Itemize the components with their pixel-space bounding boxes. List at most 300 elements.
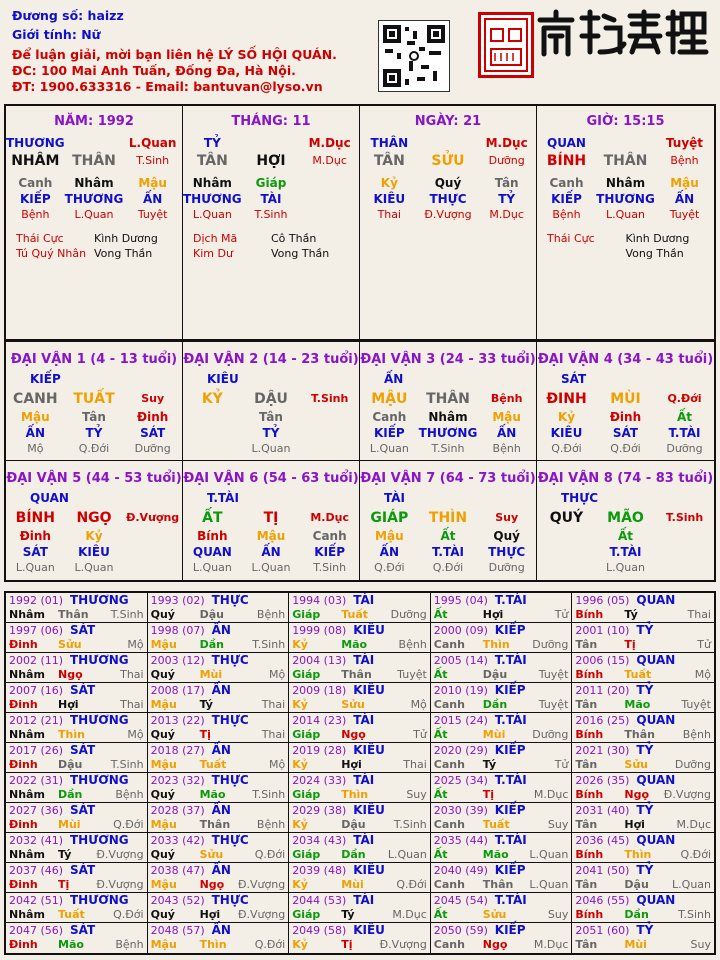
dai-van-ten-god: KIẾP <box>30 372 61 386</box>
year-stage: Bệnh <box>115 938 144 951</box>
year-stem: Tân <box>575 698 598 711</box>
pillar-title: NĂM: 1992 <box>54 114 134 129</box>
year-stem: Quý <box>150 728 175 741</box>
dai-van-stem-branch <box>6 389 182 409</box>
year-cell[interactable] <box>289 803 431 833</box>
year-branch: Hợi <box>341 758 362 771</box>
year-branch: Mão <box>482 848 509 861</box>
year-cell[interactable] <box>148 773 290 803</box>
hidden-stem-item: Canh <box>549 176 584 190</box>
year-ten-god: THỰC <box>211 653 249 667</box>
dai-van-cell[interactable] <box>360 461 537 580</box>
year-stem: Giáp <box>292 728 321 741</box>
dai-van-hidden-stem-item: Canh <box>372 410 407 424</box>
hidden-stage-item: Tuyệt <box>669 208 700 221</box>
year-stem: Giáp <box>292 788 321 801</box>
year-stage: Tuyệt <box>681 698 711 711</box>
year-cell[interactable] <box>572 593 714 623</box>
year-cell[interactable] <box>431 713 573 743</box>
year-label: 2028 (37) <box>150 804 205 817</box>
dai-van-hidden-stem-item: Mậu <box>256 529 286 543</box>
year-branch: Thân <box>624 728 655 741</box>
year-stem: Nhâm <box>9 728 45 741</box>
year-cell[interactable] <box>6 833 148 863</box>
star-name: Thái Cực <box>16 232 64 245</box>
year-cell[interactable] <box>289 863 431 893</box>
year-branch: Sửu <box>341 698 365 711</box>
year-label: 1996 (05) <box>575 594 630 607</box>
dai-van-hidden-stage-item: Q.Đới <box>374 561 405 574</box>
year-cell[interactable] <box>6 773 148 803</box>
pillar-ten-god-item: TỶ <box>203 136 221 150</box>
year-label: 2035 (44) <box>433 834 488 847</box>
pillar-ten-god-item: Tuyệt <box>665 136 704 150</box>
dai-van-ten-god: T.TÀI <box>207 491 239 505</box>
pillar-stem-branch-item: M.Dục <box>312 154 347 167</box>
hidden-stem-item: Mậu <box>138 176 167 190</box>
year-stem: Mậu <box>150 878 177 891</box>
year-stage: Đ.Vượng <box>96 878 144 891</box>
dai-van-ten-god: THỰC <box>561 491 599 505</box>
year-cell[interactable] <box>431 683 573 713</box>
gender-line <box>12 27 101 42</box>
dai-van-hidden-ten-god-item: THỰC <box>488 545 526 559</box>
year-cell[interactable] <box>431 863 573 893</box>
hidden-stem-item <box>300 175 359 191</box>
dai-van-stem-branch-item: THÂN <box>426 391 470 407</box>
year-cell[interactable] <box>431 593 573 623</box>
year-stem: Bính <box>575 608 604 621</box>
year-ten-god: ẤN <box>211 803 231 817</box>
year-cell[interactable] <box>6 683 148 713</box>
year-stage: Thai <box>261 728 286 741</box>
year-label: 2009 (18) <box>292 684 347 697</box>
dai-van-hidden-stage-item: Q.Đới <box>610 442 641 455</box>
year-branch: Mão <box>199 788 226 801</box>
year-cell[interactable] <box>148 863 290 893</box>
hidden-stage-item <box>300 207 359 223</box>
year-label: 1998 (07) <box>150 624 205 637</box>
dai-van-hidden-stem-item: Kỷ <box>85 529 103 543</box>
dai-van-hidden-ten-god-item: KIÊU <box>78 545 110 559</box>
year-ten-god: KIÊU <box>353 863 385 877</box>
dai-van-hidden-ten-god-item <box>655 544 714 560</box>
year-label: 2038 (47) <box>150 864 205 877</box>
year-cell[interactable] <box>431 653 573 683</box>
year-cell[interactable] <box>6 863 148 893</box>
year-cell[interactable] <box>289 923 431 953</box>
year-label: 2046 (55) <box>575 894 630 907</box>
dai-van-cell[interactable] <box>183 461 360 580</box>
year-cell[interactable] <box>572 743 714 773</box>
owner-line <box>12 8 124 23</box>
hidden-stem <box>6 175 182 191</box>
year-cell[interactable] <box>572 863 714 893</box>
year-ten-god: THỰC <box>211 593 249 607</box>
year-stage: Dưỡng <box>674 758 711 771</box>
dai-van-hidden-stage-item: L.Quan <box>251 561 291 574</box>
year-ten-god: KIÊU <box>353 923 385 937</box>
dai-van-ten-god: SÁT <box>561 372 587 386</box>
dai-van-title: ĐẠI VẬN 1 (4 - 13 tuổi) <box>10 352 178 367</box>
year-ten-god: ẤN <box>211 623 231 637</box>
dai-van-stem-branch <box>537 508 714 528</box>
dai-van-hidden-stage-item <box>537 560 596 576</box>
year-cell[interactable] <box>289 653 431 683</box>
year-ten-god: KIẾP <box>494 803 526 817</box>
year-ten-god: THỰC <box>211 833 249 847</box>
phone-email-line[interactable]: ĐT: 1900.633316 - Email: bantuvan@lyso.vn <box>12 79 323 94</box>
hidden-ten-god-item: KIẾP <box>19 192 51 206</box>
year-branch: Thân <box>199 818 231 831</box>
dai-van-cell[interactable] <box>537 461 714 580</box>
year-cell[interactable] <box>289 893 431 923</box>
qr-code-icon[interactable] <box>378 20 450 92</box>
year-ten-god: QUAN <box>636 653 676 667</box>
year-branch: Tuất <box>482 818 510 831</box>
dai-van-stem-branch <box>183 389 359 409</box>
year-stage: Suy <box>690 938 711 951</box>
year-cell[interactable] <box>431 803 573 833</box>
year-cell[interactable] <box>572 683 714 713</box>
dai-van-hidden-stage <box>360 560 536 576</box>
dai-van-hidden-stem-item: Đinh <box>19 529 51 543</box>
year-cell[interactable] <box>572 893 714 923</box>
dai-van-stem-branch-item: CANH <box>13 391 58 407</box>
dai-van-stem-branch-item: THÌN <box>428 510 468 526</box>
star-name: Kình Dương <box>625 232 690 245</box>
dai-van-hidden-stem <box>6 528 182 544</box>
year-ten-god: SÁT <box>70 623 96 637</box>
dai-van-stem-branch-item: TỊ <box>263 510 279 526</box>
dai-van-cell[interactable] <box>360 342 537 461</box>
year-stage: Bệnh <box>256 818 286 831</box>
year-cell[interactable] <box>6 893 148 923</box>
year-stage: Bệnh <box>682 728 711 741</box>
year-label: 2039 (48) <box>292 864 347 877</box>
year-stem: Bính <box>575 908 604 921</box>
year-stage: Q.Đới <box>254 938 286 951</box>
year-branch: Tý <box>482 758 497 771</box>
hidden-stage-item: T.Sinh <box>254 208 288 221</box>
year-stage: L.Quan <box>387 848 427 861</box>
year-cell[interactable] <box>6 623 148 653</box>
year-stage: M.Dục <box>533 788 569 801</box>
dai-van-hidden-ten-god <box>537 425 714 441</box>
year-cell[interactable] <box>572 923 714 953</box>
year-branch: Tý <box>624 608 638 621</box>
contact-line: Để luận giải, mời bạn liên hệ LÝ SỐ HỘI QUÁN. <box>12 47 337 62</box>
year-cell[interactable] <box>572 833 714 863</box>
dai-van-hidden-stem <box>183 409 359 425</box>
dai-van-cell[interactable] <box>183 342 360 461</box>
pillar-stem-branch <box>183 151 359 171</box>
year-ten-god: THƯƠNG <box>70 773 129 787</box>
year-branch: Dần <box>624 908 649 921</box>
year-stem: Nhâm <box>9 608 45 621</box>
year-cell[interactable] <box>289 593 431 623</box>
year-cell[interactable] <box>148 713 290 743</box>
hidden-stem-item: Mậu <box>670 176 699 190</box>
year-stem: Mậu <box>150 638 177 651</box>
pillar-cell[interactable] <box>6 106 183 340</box>
dai-van-ten-god: TÀI <box>384 491 406 505</box>
year-ten-god: QUAN <box>636 713 676 727</box>
year-cell[interactable] <box>431 623 573 653</box>
dai-van-stem-branch-item: T.Sinh <box>665 511 704 524</box>
year-stem: Kỷ <box>292 638 308 651</box>
year-stage: T.Sinh <box>252 638 286 651</box>
dai-van-cell[interactable] <box>6 342 183 461</box>
pillar-ten-god <box>6 135 182 151</box>
year-cell[interactable] <box>572 803 714 833</box>
dai-van-hidden-stem-item: Đinh <box>137 410 169 424</box>
dai-van-stem-branch-item: T.Sinh <box>310 392 349 405</box>
year-cell[interactable] <box>148 803 290 833</box>
pillar-title: THÁNG: 11 <box>231 114 311 129</box>
pillar-stem-branch-item: THÂN <box>603 153 648 169</box>
address-line: ĐC: 100 Mai Anh Tuấn, Đống Đa, Hà Nội. <box>12 63 296 78</box>
year-branch: Mùi <box>199 668 223 681</box>
year-cell[interactable] <box>148 893 290 923</box>
year-cell[interactable] <box>431 893 573 923</box>
dai-van-hidden-ten-god-item: T.TÀI <box>432 545 464 559</box>
year-stem: Giáp <box>292 608 321 621</box>
year-branch: Ngọ <box>58 668 83 681</box>
dai-van-hidden-stage <box>537 441 714 457</box>
year-stem: Bính <box>575 848 604 861</box>
year-cell[interactable] <box>148 743 290 773</box>
year-stage: Thai <box>403 758 427 771</box>
year-ten-god: KIÊU <box>353 743 385 757</box>
year-label: 2015 (24) <box>433 714 488 727</box>
year-label: 1995 (04) <box>433 594 488 607</box>
hidden-stems <box>6 175 182 223</box>
hidden-ten-god-item: KIÊU <box>373 192 406 206</box>
dai-van-stem-branch-item: Đ.Vượng <box>126 511 180 524</box>
dai-van-title: ĐẠI VẬN 6 (54 - 63 tuổi) <box>183 471 359 486</box>
year-branch: Sửu <box>482 908 507 921</box>
dai-van-hidden-stage-item: Mộ <box>27 442 44 455</box>
year-branch: Tý <box>58 848 72 861</box>
dai-van-title: ĐẠI VẬN 7 (64 - 73 tuổi) <box>360 471 536 486</box>
pillar-title: NGÀY: 21 <box>414 114 482 129</box>
year-label: 2021 (30) <box>575 744 630 757</box>
year-label: 2023 (32) <box>150 774 205 787</box>
hidden-stage <box>6 207 182 223</box>
year-cell[interactable] <box>6 713 148 743</box>
pillar-stem-branch-item: Dưỡng <box>488 154 525 167</box>
hidden-ten-god-item: ẤN <box>142 192 163 206</box>
year-stage: Q.Đới <box>113 908 144 921</box>
year-label: 2022 (31) <box>9 774 64 787</box>
year-ten-god: ẤN <box>211 863 231 877</box>
hidden-stems <box>360 175 536 223</box>
dai-van-hidden-ten-god-item: ẤN <box>496 426 517 440</box>
year-stage: T.Sinh <box>110 758 144 771</box>
year-cell[interactable] <box>148 623 290 653</box>
year-stem: Tân <box>575 638 598 651</box>
year-cell[interactable] <box>572 773 714 803</box>
year-cell[interactable] <box>431 833 573 863</box>
year-stage: Mộ <box>694 668 711 681</box>
year-stem: Giáp <box>292 848 321 861</box>
owner-value: haizz <box>87 8 124 23</box>
header <box>0 0 720 100</box>
hidden-stem-item: Quý <box>434 176 462 190</box>
year-ten-god: TÀI <box>353 773 375 787</box>
year-branch: Sửu <box>199 848 224 861</box>
year-branch: Hợi <box>482 608 504 621</box>
dai-van-hidden-ten-god-item: KIẾP <box>373 426 405 440</box>
dai-van-stem-branch <box>360 389 536 409</box>
year-stage: Mộ <box>410 698 427 711</box>
year-cell[interactable] <box>6 923 148 953</box>
year-ten-god: TÀI <box>353 653 375 667</box>
dai-van-hidden-stage-item: Q.Đới <box>78 442 110 455</box>
star-name: Kình Dương <box>94 232 158 245</box>
year-cell[interactable] <box>148 683 290 713</box>
year-cell[interactable] <box>148 653 290 683</box>
year-stage: Tuyệt <box>397 668 427 681</box>
year-branch: Tý <box>341 908 355 921</box>
year-ten-god: QUAN <box>636 773 676 787</box>
year-branch: Thìn <box>199 938 227 951</box>
year-cell[interactable] <box>431 773 573 803</box>
dai-van-hidden-stem <box>360 409 536 425</box>
year-label: 2006 (15) <box>575 654 630 667</box>
year-ten-god: TÀI <box>353 833 375 847</box>
pillar-stem-branch <box>360 151 536 171</box>
year-label: 2016 (25) <box>575 714 630 727</box>
year-stage: L.Quan <box>672 878 711 891</box>
year-label: 2012 (21) <box>9 714 64 727</box>
year-branch: Ngọ <box>624 788 650 801</box>
year-stage: Bệnh <box>115 788 144 801</box>
year-stage: Tử <box>413 728 427 741</box>
year-cell[interactable] <box>148 593 290 623</box>
year-cell[interactable] <box>289 623 431 653</box>
year-cell[interactable] <box>572 623 714 653</box>
dai-van-hidden-stage-item <box>183 441 242 457</box>
star-name: Vong Thần <box>94 247 153 260</box>
year-cell[interactable] <box>6 803 148 833</box>
year-stem: Quý <box>150 788 175 801</box>
year-cell[interactable] <box>6 653 148 683</box>
dai-van-stem-branch-item: Q.Đới <box>667 392 702 405</box>
dai-van-title: ĐẠI VẬN 4 (34 - 43 tuổi) <box>537 352 714 367</box>
pillar-ten-god-item: QUAN <box>547 136 586 150</box>
stars-list <box>6 231 182 261</box>
year-ten-god: KIẾP <box>494 623 526 637</box>
year-ten-god: THƯƠNG <box>70 653 129 667</box>
dai-van-cell[interactable] <box>6 461 183 580</box>
year-branch: Tuất <box>341 608 368 621</box>
year-ten-god: TỶ <box>636 923 654 937</box>
year-label: 2026 (35) <box>575 774 630 787</box>
pillar-ten-god-item: THƯƠNG <box>6 136 65 150</box>
dai-van-hidden-stem-item: Tân <box>82 410 106 424</box>
year-ten-god: KIÊU <box>353 683 385 697</box>
dai-van-stem-branch <box>537 389 714 409</box>
year-label: 2042 (51) <box>9 894 64 907</box>
year-ten-god: KIẾP <box>494 743 526 757</box>
pillar-cell[interactable] <box>360 106 537 340</box>
year-stem: Canh <box>433 878 465 891</box>
year-ten-god: QUAN <box>636 833 676 847</box>
pillar-ten-god-item: L.Quan <box>128 136 177 150</box>
pillar-stem-branch-item: SỬU <box>431 153 465 169</box>
year-label: 2025 (34) <box>433 774 488 787</box>
dai-van-cell[interactable] <box>537 342 714 461</box>
year-cell[interactable] <box>6 743 148 773</box>
year-stem: Quý <box>150 908 175 921</box>
stars-list <box>183 231 359 261</box>
year-branch: Tị <box>58 878 70 891</box>
year-ten-god: SÁT <box>70 923 96 937</box>
pillar-stem-branch <box>6 151 182 171</box>
year-branch: Thìn <box>58 728 85 741</box>
year-cell[interactable] <box>148 833 290 863</box>
hidden-ten-god-item: KIẾP <box>551 192 582 206</box>
year-cell[interactable] <box>431 923 573 953</box>
year-cell[interactable] <box>289 683 431 713</box>
dai-van-hidden-stem-item: Ất <box>617 529 634 543</box>
year-stem: Kỷ <box>292 938 308 951</box>
year-stem: Nhâm <box>9 668 45 681</box>
dai-van-stem-branch-item: DẬU <box>254 391 288 407</box>
year-cell[interactable] <box>572 653 714 683</box>
dai-van-hidden-stage-item <box>655 560 714 576</box>
dai-van-stem-branch-item: Suy <box>495 511 519 524</box>
year-stem: Kỷ <box>292 698 308 711</box>
year-cell[interactable] <box>431 743 573 773</box>
year-label: 1993 (02) <box>150 594 205 607</box>
pillar-cell[interactable] <box>183 106 360 340</box>
year-stem: Giáp <box>292 908 321 921</box>
dai-van-stem-branch-item: BÍNH <box>15 510 55 526</box>
year-cell[interactable] <box>6 593 148 623</box>
year-branch: Tị <box>482 788 495 801</box>
dai-van-hidden-ten-god-item: ẤN <box>25 426 45 440</box>
hidden-ten-god-item: THỰC <box>429 192 467 206</box>
year-stage: Tuyệt <box>538 668 569 681</box>
year-stage: Đ.Vượng <box>663 788 711 801</box>
year-label: 2031 (40) <box>575 804 630 817</box>
pillar-cell[interactable] <box>537 106 714 340</box>
year-cell[interactable] <box>289 773 431 803</box>
year-label: 2030 (39) <box>433 804 488 817</box>
pillar-title: GIỜ: 15:15 <box>586 114 665 129</box>
year-ten-god: KIẾP <box>494 863 526 877</box>
year-stage: Bệnh <box>398 638 427 651</box>
pillar-ten-god <box>537 135 714 151</box>
year-cell[interactable] <box>289 713 431 743</box>
hidden-ten-god-item: THƯƠNG <box>183 192 242 206</box>
year-cell[interactable] <box>572 713 714 743</box>
year-ten-god: THỰC <box>211 893 249 907</box>
year-cell[interactable] <box>289 743 431 773</box>
year-ten-god: ẤN <box>211 683 231 697</box>
gender-value: Nữ <box>81 27 101 42</box>
year-cell[interactable] <box>289 833 431 863</box>
hidden-stage-item: L.Quan <box>74 208 114 221</box>
year-stage: M.Dục <box>533 938 569 951</box>
dai-van-hidden-stage-item: L.Quan <box>251 442 291 455</box>
year-cell[interactable] <box>148 923 290 953</box>
dai-van-stem-branch-item: MÙI <box>610 391 641 407</box>
year-stem: Đinh <box>9 758 38 771</box>
